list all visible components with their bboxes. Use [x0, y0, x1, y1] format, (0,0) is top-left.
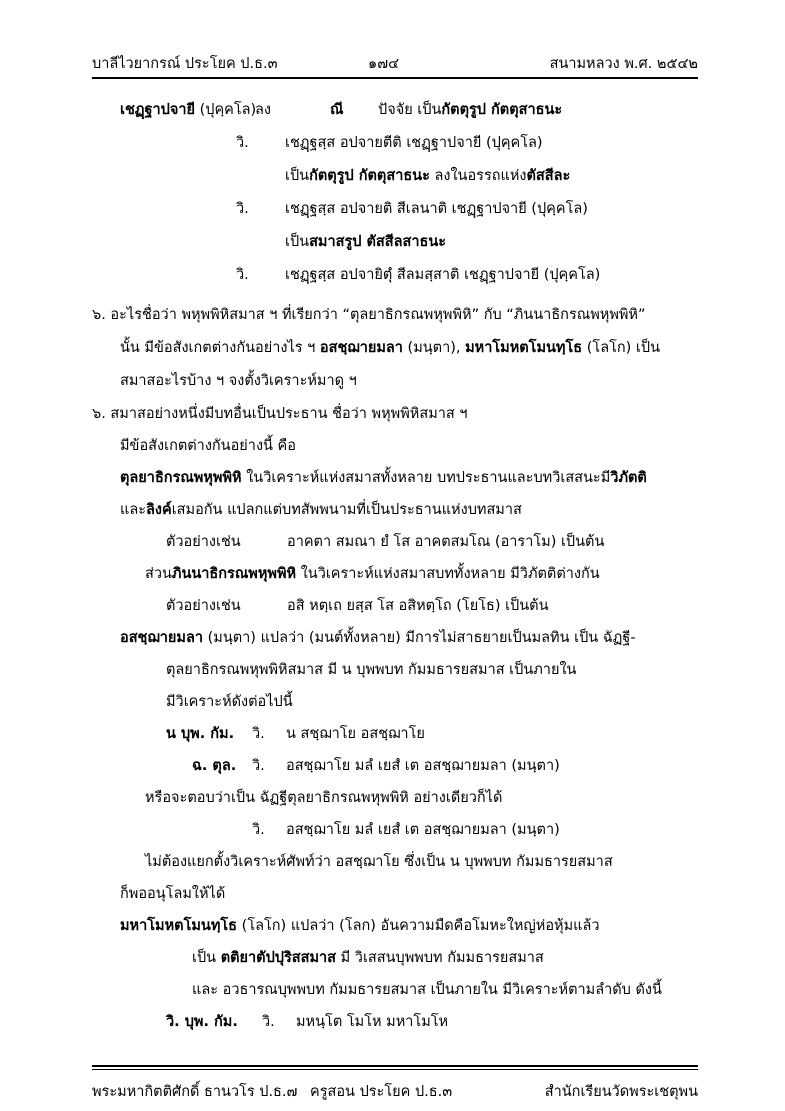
entry-word: ลง	[255, 102, 271, 118]
analysis-text: เชฏฺฐสฺส อปจายติ สีเลนาติ เชฏฺฐาปจายี (ปุคฺคโล)	[285, 201, 588, 217]
answer-line: ๖. สมาสอย่างหนึ่งมีบทอื่นเป็นประธาน ชื่อว่า พหุพพิหิสมาส ฯ	[92, 406, 468, 422]
example-label: ตัวอย่างเช่น	[166, 598, 241, 614]
analysis-abbrev: น บุพ. กัม.	[166, 726, 235, 742]
answer-line	[120, 500, 522, 520]
entry-text: ปัจจัย เป็น	[378, 102, 442, 118]
question-text: (โลโก) เป็น	[586, 340, 660, 356]
entry-suffix: ณี	[330, 102, 344, 118]
question-text: (มนฺตา),	[407, 340, 461, 356]
answer-term: ตติยาตัปปุริสสมาส	[220, 950, 337, 966]
entry-line-tail	[378, 100, 562, 120]
analysis-abbrev: วิ. บุพ. กัม.	[166, 1014, 238, 1030]
analysis-text: อสชฺฌาโย มลํ เยสํ เต อสชฺฌายมลา (มนฺตา)	[286, 758, 560, 774]
answer-text: ในวิเคราะห์แห่งสมาสทั้งหลาย บทประธานและบทวิเสสนะมี	[246, 470, 611, 486]
answer-line: ตุลยาธิกรณพหุพพิหิสมาส มี น บุพพบท กัมมธารยสมาส เป็นภายใน	[166, 662, 577, 678]
entry-term: เชฏฺฐาปจายี	[120, 102, 196, 118]
page-number: ๑๗๔	[368, 56, 400, 72]
answer-line: มีวิเคราะห์ดังต่อไปนี้	[166, 694, 293, 710]
analysis-bold: สมาสรูป ตัสสีลสาธนะ	[309, 234, 447, 250]
answer-term: วิภัตติ	[610, 470, 647, 486]
vi-label: วิ.	[252, 822, 265, 838]
question-line-1: ๖. อะไรชื่อว่า พหุพพิหิสมาส ฯ ที่เรียกว่า “ตุลยาธิกรณพหุพพิหิ” กับ “ภินนาธิกรณพหุพพิหิ”	[92, 307, 646, 323]
answer-text: มี วิเสสนบุพพบท กัมมธารยสมาส	[340, 950, 544, 966]
answer-text: และ	[120, 502, 147, 518]
answer-line	[120, 468, 647, 488]
question-line-3: สมาสอะไรบ้าง ฯ จงตั้งวิเคราะห์มาดู ฯ	[120, 373, 357, 389]
footer-role: ครูสอน ประโยค ป.ธ.๓	[310, 1084, 453, 1100]
answer-line: หรือจะตอบว่าเป็น ฉัฏฐีตุลยาธิกรณพหุพพิหิ อย่างเดียวก็ได้	[145, 790, 503, 806]
analysis-text: เชฏฺฐสฺส อปจายตีติ เชฏฺฐาปจายี (ปุคฺคโล)	[285, 135, 543, 151]
answer-term: ลิงค์	[146, 502, 172, 518]
answer-term: มหาโมหตโมนทฺโธ	[120, 918, 238, 934]
analysis-line	[285, 232, 446, 252]
analysis-text: น สชฺฌาโย อสชฺฌาโย	[286, 726, 425, 742]
header-book-title: บาลีไวยากรณ์ ประโยค ป.ธ.๓	[92, 56, 278, 72]
answer-line: มีข้อสังเกตต่างกันอย่างนี้ คือ	[120, 438, 296, 454]
header-rule	[92, 77, 698, 79]
answer-text: ส่วน	[145, 566, 172, 582]
answer-text: (โลโก) แปลว่า (โลก) อันความมืดคือโมหะใหญ่ห่อหุ้มแล้ว	[241, 918, 600, 934]
analysis-text: อสชฺฌาโย มลํ เยสํ เต อสชฺฌายมลา (มนฺตา)	[286, 822, 560, 838]
answer-line: ไม่ต้องแยกตั้งวิเคราะห์ศัพท์ว่า อสชฺฌาโย ซึ่งเป็น น บุพพบท กัมมธารยสมาส	[145, 854, 613, 870]
question-text: นั้น มีข้อสังเกตต่างกันอย่างไร ฯ	[120, 340, 316, 356]
entry-bold: กัตตุรูป กัตตุสาธนะ	[441, 102, 563, 118]
footer-author: พระมหากิตติศักดิ์ ธานวโร ป.ธ.๗	[92, 1084, 298, 1100]
vi-label: วิ.	[252, 726, 265, 742]
example-text: อาคตา สมณา ยํ โส อาคตสมโณ (อาราโม) เป็นต้น	[287, 534, 605, 550]
footer-rule-top	[92, 1065, 698, 1067]
entry-line	[120, 100, 256, 120]
vi-label: วิ.	[252, 758, 265, 774]
vi-label: วิ.	[236, 201, 249, 217]
answer-line	[120, 916, 600, 936]
answer-text: (มนฺตา) แปลว่า (มนต์ทั้งหลาย) มีการไม่สาธยายเป็นมลทิน เป็น ฉัฏฐี-	[207, 630, 636, 646]
vi-label: วิ.	[236, 267, 249, 283]
analysis-bold: ตัสสีละ	[526, 168, 571, 184]
footer-rule-bottom	[92, 1069, 698, 1070]
header-exam-info: สนามหลวง พ.ศ. ๒๕๔๒	[549, 56, 698, 72]
answer-line	[145, 564, 600, 584]
analysis-text: มหนฺโต โมโห มหาโมโห	[296, 1014, 449, 1030]
analysis-bold: กัตตุรูป กัตตุสาธนะ	[309, 168, 430, 184]
answer-term: ภินนาธิกรณพหุพพิหิ	[171, 566, 297, 582]
example-text: อสิ หตฺเถ ยสฺส โส อสิหตฺโถ (โยโธ) เป็นต้น	[287, 598, 549, 614]
footer-institution: สำนักเรียนวัดพระเชตุพน	[544, 1084, 698, 1100]
question-term: มหาโมหตโมนทฺโธ	[465, 340, 583, 356]
answer-text: ในวิเคราะห์แห่งสมาสบททั้งหลาย มีวิภัตติต่างกัน	[300, 566, 600, 582]
answer-term: ตุลยาธิกรณพหุพพิหิ	[120, 470, 242, 486]
vi-label: วิ.	[236, 135, 249, 151]
answer-line: ก็พออนุโลมให้ได้	[120, 886, 226, 902]
answer-term: อสชฺฌายมลา	[120, 630, 204, 646]
analysis-text: ลงในอรรถแห่ง	[434, 168, 527, 184]
analysis-abbrev: ฉ. ตุล.	[192, 758, 237, 774]
question-line-2	[120, 338, 660, 358]
analysis-text: เชฏฺฐสฺส อปจายิตุํ สีลมสฺสาติ เชฏฺฐาปจายี (ปุคฺคโล)	[285, 267, 601, 283]
answer-line: และ อวธารณบุพพบท กัมมธารยสมาส เป็นภายใน มีวิเคราะห์ตามลำดับ ดังนี้	[192, 982, 662, 998]
example-label: ตัวอย่างเช่น	[166, 534, 241, 550]
answer-line	[120, 628, 636, 648]
analysis-text: เป็น	[285, 168, 310, 184]
analysis-text: เป็น	[285, 234, 310, 250]
question-term: อสชฺฌายมลา	[319, 340, 403, 356]
analysis-line	[285, 166, 570, 186]
answer-text: เป็น	[192, 950, 217, 966]
answer-text: เสมอกัน แปลกแต่บทสัพพนามที่เป็นประธานแห่งบทสมาส	[171, 502, 522, 518]
vi-label: วิ.	[262, 1014, 275, 1030]
answer-line	[192, 948, 544, 968]
entry-term-note: (ปุคฺคโล)	[199, 102, 257, 118]
